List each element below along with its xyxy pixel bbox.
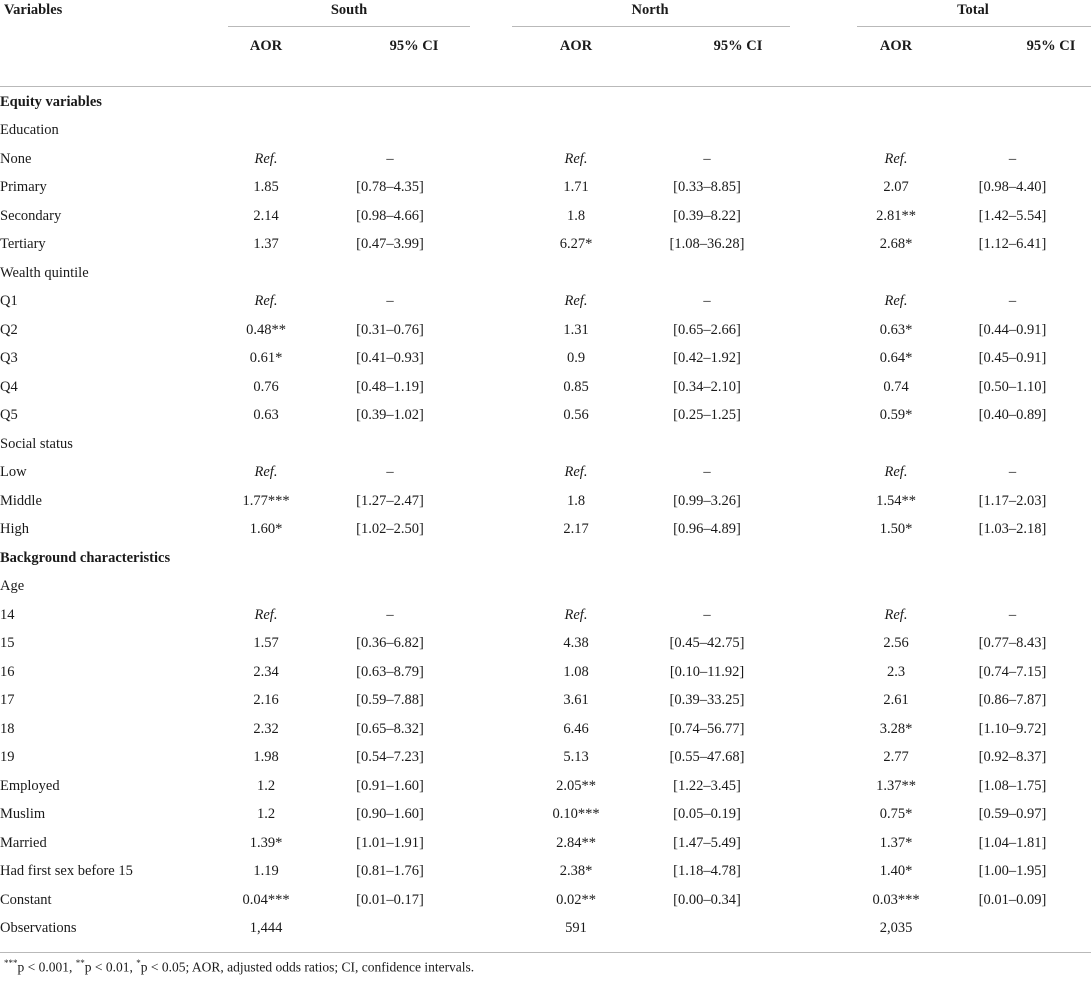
- column-gap: [800, 772, 858, 801]
- total-aor-cell: 0.03***: [872, 891, 920, 908]
- subheader-row: [0, 573, 1091, 602]
- section-label: Background characteristics: [0, 549, 171, 566]
- table-row: [0, 487, 1091, 516]
- section-row: [0, 88, 1091, 117]
- south-aor-cell: 1.37: [253, 236, 279, 253]
- south-aor-cell: Ref.: [254, 606, 278, 623]
- row-label: Low: [0, 464, 27, 481]
- table-row: [0, 772, 1091, 801]
- total-ci-cell: [0.86–7.87]: [978, 692, 1047, 709]
- total-aor-cell: 2.81**: [876, 207, 916, 224]
- north-aor-cell: 2.05**: [556, 777, 596, 794]
- south-ci-cell: [1.27–2.47]: [356, 492, 424, 509]
- total-aor-cell: 2.61: [883, 692, 909, 709]
- total-ci-header: 95% CI: [1026, 38, 1076, 54]
- subheader-label: Wealth quintile: [0, 264, 89, 281]
- row-label: Q2: [0, 321, 18, 338]
- footnote-text-3: p < 0.05; AOR, adjusted odds ratios; CI, confidence intervals.: [140, 959, 475, 975]
- north-ci-cell: [0.96–4.89]: [673, 521, 741, 538]
- north-aor-cell: Ref.: [564, 464, 588, 481]
- row-label: Observations: [0, 920, 77, 937]
- column-gap: [476, 316, 538, 345]
- north-ci-cell: [0.55–47.68]: [669, 749, 745, 766]
- south-aor-cell: 1.2: [256, 806, 276, 823]
- south-aor-cell: 0.48**: [246, 321, 286, 338]
- table-row: [0, 402, 1091, 431]
- table-row: [0, 687, 1091, 716]
- results-table: [0, 88, 1091, 943]
- footnote-mark-2: **: [75, 958, 85, 968]
- column-gap: [476, 459, 538, 488]
- total-aor-cell: Ref.: [884, 606, 908, 623]
- column-gap: [800, 174, 858, 203]
- south-ci-cell: [0.36–6.82]: [356, 635, 424, 652]
- north-aor-cell: 1.71: [563, 179, 589, 196]
- column-gap: [476, 801, 538, 830]
- south-ci-cell: [0.01–0.17]: [356, 891, 424, 908]
- south-ci-cell: [0.81–1.76]: [356, 863, 424, 880]
- column-gap: [800, 886, 858, 915]
- south-ci-cell: –: [386, 293, 394, 310]
- table-row: [0, 316, 1091, 345]
- row-label: Q1: [0, 293, 18, 310]
- row-label: 18: [0, 720, 15, 737]
- north-ci-cell: [1.08–36.28]: [669, 236, 745, 253]
- subheader-label: Education: [0, 122, 59, 139]
- north-ci-cell: [0.39–33.25]: [669, 692, 745, 709]
- south-ci-cell: [0.48–1.19]: [356, 378, 424, 395]
- total-aor-cell: 2.3: [886, 663, 906, 680]
- row-label: 16: [0, 663, 15, 680]
- north-aor-cell: 1.8: [566, 492, 586, 509]
- row-label: Had first sex before 15: [0, 863, 133, 880]
- row-label: Q4: [0, 378, 18, 395]
- variables-header: Variables: [4, 2, 63, 18]
- column-gap: [476, 231, 538, 260]
- column-gap: [800, 145, 858, 174]
- subheader-row: [0, 259, 1091, 288]
- north-aor-cell: 4.38: [563, 635, 589, 652]
- south-ci-cell: –: [386, 464, 394, 481]
- south-ci-cell: [304, 915, 476, 944]
- total-aor-cell: 1.40*: [879, 863, 913, 880]
- south-aor-cell: 1.19: [253, 863, 279, 880]
- row-label: Primary: [0, 179, 47, 196]
- table-row: [0, 601, 1091, 630]
- north-ci-cell: [0.99–3.26]: [673, 492, 741, 509]
- south-aor-cell: 1.77***: [242, 492, 290, 509]
- north-ci-cell: [0.00–0.34]: [673, 891, 741, 908]
- south-aor-cell: 1.98: [253, 749, 279, 766]
- row-filler: [228, 544, 1091, 573]
- south-aor-cell: 1.85: [253, 179, 279, 196]
- column-gap: [476, 402, 538, 431]
- total-ci-cell: [0.59–0.97]: [978, 806, 1047, 823]
- group-rule-north: [512, 26, 790, 27]
- row-label: 17: [0, 692, 15, 709]
- south-ci-cell: [0.91–1.60]: [356, 777, 424, 794]
- column-gap: [800, 658, 858, 687]
- north-aor-cell: 0.02**: [556, 891, 596, 908]
- total-ci-cell: [0.50–1.10]: [978, 378, 1047, 395]
- row-filler: [228, 430, 1091, 459]
- table-row: [0, 516, 1091, 545]
- table-row: [0, 202, 1091, 231]
- north-aor-cell: Ref.: [564, 293, 588, 310]
- total-ci-cell: [0.74–7.15]: [978, 663, 1047, 680]
- column-gap: [800, 316, 858, 345]
- table-row: [0, 373, 1091, 402]
- south-aor-cell: 0.63: [253, 407, 279, 424]
- total-ci-cell: [1.04–1.81]: [978, 834, 1047, 851]
- north-ci-cell: [0.33–8.85]: [673, 179, 741, 196]
- column-gap: [800, 915, 858, 944]
- footnote-mark-3: *: [136, 958, 141, 968]
- table-row: [0, 858, 1091, 887]
- table-row: [0, 886, 1091, 915]
- column-gap: [800, 373, 858, 402]
- table-row: [0, 288, 1091, 317]
- south-aor-cell: 1.60*: [249, 521, 283, 538]
- total-aor-cell: Ref.: [884, 464, 908, 481]
- column-gap: [476, 373, 538, 402]
- south-aor-cell: 1.2: [256, 777, 276, 794]
- north-ci-header: 95% CI: [713, 38, 763, 54]
- north-ci-cell: –: [703, 464, 711, 481]
- column-gap: [476, 345, 538, 374]
- total-aor-cell: 0.63*: [879, 321, 913, 338]
- column-gap: [476, 829, 538, 858]
- total-aor-cell: 0.59*: [879, 407, 913, 424]
- total-aor-cell: 0.75*: [879, 806, 913, 823]
- column-gap: [476, 174, 538, 203]
- south-ci-cell: [1.02–2.50]: [356, 521, 424, 538]
- column-gap: [800, 744, 858, 773]
- north-aor-cell: 0.9: [566, 350, 586, 367]
- north-aor-cell: 2.17: [563, 521, 589, 538]
- table-row: [0, 744, 1091, 773]
- subheader-row: [0, 117, 1091, 146]
- south-aor-cell: 0.04***: [242, 891, 290, 908]
- column-gap: [800, 801, 858, 830]
- column-gap: [476, 715, 538, 744]
- north-aor-cell: 1.08: [563, 663, 589, 680]
- total-aor-cell: 2.77: [883, 749, 909, 766]
- row-label: Q5: [0, 407, 18, 424]
- column-gap: [800, 487, 858, 516]
- column-gap: [476, 886, 538, 915]
- south-aor-cell: 2.16: [253, 692, 279, 709]
- north-aor-cell: 0.85: [563, 378, 589, 395]
- south-ci-cell: [0.78–4.35]: [356, 179, 424, 196]
- row-label: None: [0, 150, 32, 167]
- total-ci-cell: [1.17–2.03]: [978, 492, 1047, 509]
- total-aor-cell: 3.28*: [879, 720, 913, 737]
- total-ci-cell: –: [1008, 606, 1017, 623]
- column-gap: [476, 516, 538, 545]
- column-gap: [800, 829, 858, 858]
- total-aor-cell: 1.37**: [876, 777, 916, 794]
- south-ci-cell: [0.98–4.66]: [356, 207, 424, 224]
- north-ci-cell: [0.34–2.10]: [673, 378, 741, 395]
- total-aor-cell: 0.74: [883, 378, 909, 395]
- column-gap: [476, 915, 538, 944]
- row-label: Middle: [0, 492, 42, 509]
- subheader-row: [0, 430, 1091, 459]
- table-row: [0, 459, 1091, 488]
- row-filler: [228, 573, 1091, 602]
- south-aor-cell: 1.39*: [249, 834, 283, 851]
- total-aor-cell: 2.68*: [879, 236, 913, 253]
- column-gap: [476, 202, 538, 231]
- total-ci-cell: [0.77–8.43]: [978, 635, 1047, 652]
- north-ci-cell: [1.22–3.45]: [673, 777, 741, 794]
- total-ci-cell: [1.12–6.41]: [978, 236, 1047, 253]
- north-aor-cell: Ref.: [564, 150, 588, 167]
- north-aor-cell: 591: [565, 920, 587, 937]
- footnote-mark-1: ***: [4, 958, 18, 968]
- row-label: Q3: [0, 350, 18, 367]
- column-gap: [800, 202, 858, 231]
- row-label: 19: [0, 749, 15, 766]
- total-ci-cell: [1.42–5.54]: [978, 207, 1047, 224]
- north-ci-cell: [0.05–0.19]: [673, 806, 741, 823]
- column-gap: [476, 658, 538, 687]
- north-aor-cell: Ref.: [564, 606, 588, 623]
- row-filler: [228, 259, 1091, 288]
- total-ci-cell: [1.08–1.75]: [978, 777, 1047, 794]
- column-gap: [476, 145, 538, 174]
- total-ci-cell: [1.10–9.72]: [978, 720, 1047, 737]
- south-aor-cell: Ref.: [254, 293, 278, 310]
- north-ci-cell: [0.39–8.22]: [673, 207, 741, 224]
- south-ci-header: 95% CI: [389, 38, 439, 54]
- total-ci-cell: –: [1008, 150, 1017, 167]
- column-gap: [800, 402, 858, 431]
- north-ci-cell: [1.18–4.78]: [673, 863, 741, 880]
- north-aor-cell: 2.38*: [559, 863, 593, 880]
- table-header: [0, 0, 1091, 87]
- north-ci-cell: [1.47–5.49]: [673, 834, 741, 851]
- total-ci-cell: –: [1008, 293, 1017, 310]
- row-filler: [228, 117, 1091, 146]
- total-ci-cell: [0.45–0.91]: [978, 350, 1047, 367]
- north-aor-cell: 5.13: [563, 749, 589, 766]
- south-ci-cell: [0.41–0.93]: [356, 350, 424, 367]
- south-ci-cell: –: [386, 606, 394, 623]
- total-aor-cell: 1.37*: [879, 834, 913, 851]
- row-label: High: [0, 521, 29, 538]
- row-label: Tertiary: [0, 236, 46, 253]
- table-row: [0, 145, 1091, 174]
- total-ci-cell: –: [1008, 464, 1017, 481]
- subheader-label: Social status: [0, 435, 73, 452]
- south-ci-cell: [0.54–7.23]: [356, 749, 424, 766]
- south-aor-cell: Ref.: [254, 464, 278, 481]
- total-ci-cell: [0.98–4.40]: [978, 179, 1047, 196]
- group-header-total: Total: [957, 2, 989, 18]
- table-row: [0, 715, 1091, 744]
- section-row: [0, 544, 1091, 573]
- north-ci-cell: –: [703, 293, 711, 310]
- north-ci-cell: [0.45–42.75]: [669, 635, 745, 652]
- total-ci-cell: [1.00–1.95]: [978, 863, 1047, 880]
- south-aor-cell: 2.34: [253, 663, 279, 680]
- south-ci-cell: [0.59–7.88]: [356, 692, 424, 709]
- south-aor-cell: 2.14: [253, 207, 279, 224]
- footnote: [4, 958, 474, 976]
- south-ci-cell: [0.90–1.60]: [356, 806, 424, 823]
- table-row: [0, 174, 1091, 203]
- total-aor-cell: 2,035: [879, 920, 913, 937]
- south-aor-cell: 1.57: [253, 635, 279, 652]
- total-ci-cell: [934, 915, 1091, 944]
- north-aor-cell: 3.61: [563, 692, 589, 709]
- footnote-text-2: p < 0.01,: [84, 959, 137, 975]
- group-rule-total: [857, 26, 1091, 27]
- total-aor-header: AOR: [879, 38, 913, 54]
- column-gap: [800, 459, 858, 488]
- table-row: [0, 345, 1091, 374]
- south-aor-cell: 0.61*: [249, 350, 283, 367]
- row-label: Muslim: [0, 806, 46, 823]
- column-gap: [800, 630, 858, 659]
- row-label: Employed: [0, 777, 60, 794]
- table-row: [0, 915, 1091, 944]
- south-aor-header: AOR: [249, 38, 283, 54]
- column-gap: [476, 630, 538, 659]
- total-aor-cell: Ref.: [884, 150, 908, 167]
- column-gap: [476, 744, 538, 773]
- total-aor-cell: 2.56: [883, 635, 909, 652]
- north-ci-cell: [0.74–56.77]: [669, 720, 745, 737]
- row-label: Secondary: [0, 207, 62, 224]
- column-gap: [800, 687, 858, 716]
- column-gap: [476, 772, 538, 801]
- north-ci-cell: [0.25–1.25]: [673, 407, 741, 424]
- north-ci-cell: [0.65–2.66]: [673, 321, 741, 338]
- north-ci-cell: [614, 915, 800, 944]
- row-label: 14: [0, 606, 15, 623]
- column-gap: [800, 288, 858, 317]
- south-ci-cell: [0.63–8.79]: [356, 663, 424, 680]
- total-aor-cell: 1.54**: [876, 492, 916, 509]
- row-label: Constant: [0, 891, 52, 908]
- north-aor-cell: 1.31: [563, 321, 589, 338]
- south-ci-cell: [0.39–1.02]: [356, 407, 424, 424]
- column-gap: [476, 487, 538, 516]
- north-ci-cell: [0.42–1.92]: [673, 350, 741, 367]
- south-aor-cell: 2.32: [253, 720, 279, 737]
- column-gap: [476, 601, 538, 630]
- total-aor-cell: 2.07: [883, 179, 909, 196]
- section-label: Equity variables: [0, 93, 102, 110]
- total-aor-cell: 0.64*: [879, 350, 913, 367]
- north-aor-cell: 0.10***: [552, 806, 600, 823]
- south-aor-cell: Ref.: [254, 150, 278, 167]
- table-row: [0, 231, 1091, 260]
- table-row: [0, 630, 1091, 659]
- north-ci-cell: –: [703, 150, 711, 167]
- north-aor-cell: 6.27*: [559, 236, 593, 253]
- footnote-rule: [0, 952, 1091, 953]
- footnote-text-1: p < 0.001,: [17, 959, 76, 975]
- total-ci-cell: [0.92–8.37]: [978, 749, 1047, 766]
- south-ci-cell: [1.01–1.91]: [356, 834, 424, 851]
- south-aor-cell: 1,444: [249, 920, 283, 937]
- north-aor-cell: 1.8: [566, 207, 586, 224]
- table-row: [0, 801, 1091, 830]
- total-ci-cell: [0.01–0.09]: [978, 891, 1047, 908]
- south-ci-cell: [0.65–8.32]: [356, 720, 424, 737]
- column-gap: [800, 715, 858, 744]
- group-header-south: South: [330, 2, 368, 18]
- column-gap: [476, 288, 538, 317]
- south-ci-cell: –: [386, 150, 394, 167]
- north-aor-header: AOR: [559, 38, 593, 54]
- subheader-label: Age: [0, 578, 25, 595]
- total-ci-cell: [0.40–0.89]: [978, 407, 1047, 424]
- south-aor-cell: 0.76: [253, 378, 279, 395]
- column-gap: [800, 601, 858, 630]
- south-ci-cell: [0.31–0.76]: [356, 321, 424, 338]
- north-ci-cell: –: [703, 606, 711, 623]
- table-row: [0, 658, 1091, 687]
- north-ci-cell: [0.10–11.92]: [669, 663, 745, 680]
- row-filler: [228, 88, 1091, 117]
- north-aor-cell: 0.56: [563, 407, 589, 424]
- column-gap: [800, 516, 858, 545]
- column-gap: [476, 687, 538, 716]
- column-gap: [476, 858, 538, 887]
- total-aor-cell: Ref.: [884, 293, 908, 310]
- table-row: [0, 829, 1091, 858]
- total-ci-cell: [1.03–2.18]: [978, 521, 1047, 538]
- total-aor-cell: 1.50*: [879, 521, 913, 538]
- total-ci-cell: [0.44–0.91]: [978, 321, 1047, 338]
- row-label: 15: [0, 635, 15, 652]
- row-label: Married: [0, 834, 47, 851]
- column-gap: [800, 231, 858, 260]
- north-aor-cell: 6.46: [563, 720, 589, 737]
- column-gap: [800, 858, 858, 887]
- group-header-north: North: [631, 2, 669, 18]
- north-aor-cell: 2.84**: [556, 834, 596, 851]
- column-gap: [800, 345, 858, 374]
- group-rule-south: [228, 26, 470, 27]
- south-ci-cell: [0.47–3.99]: [356, 236, 424, 253]
